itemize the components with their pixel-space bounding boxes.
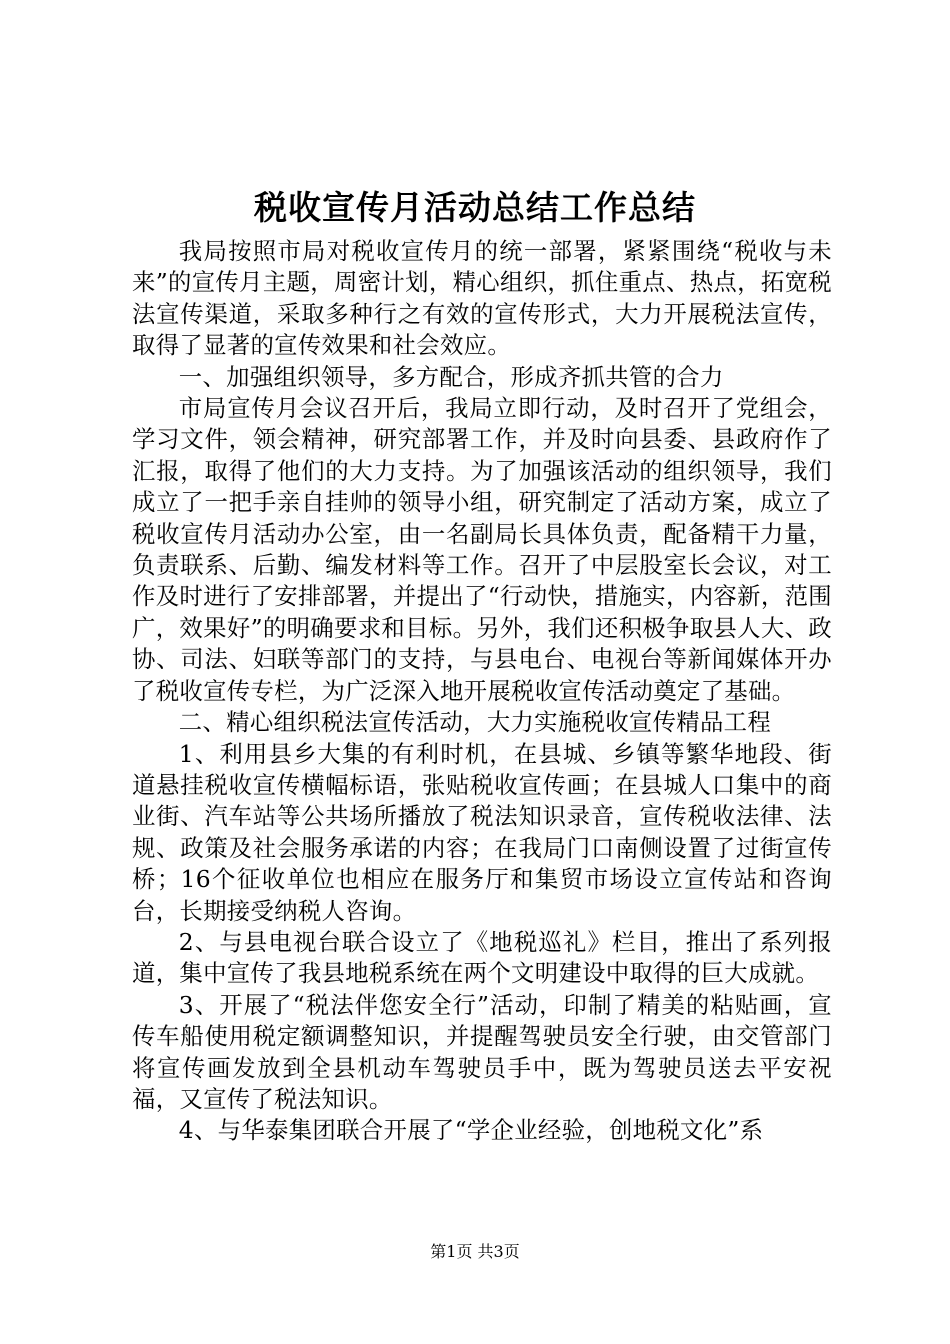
item-3-paragraph: 3、开展了“税法伴您安全行”活动，印制了精美的粘贴画，宣传车船使用税定额调整知识，并提醒驾驶员安全行驶，由交管部门将宣传画发放到全县机动车驾驶员手中，既为驾驶员送去平安祝福，又宣传了税法知识。 — [132, 990, 832, 1113]
item-2-paragraph: 2、与县电视台联合设立了《地税巡礼》栏目，推出了系列报道，集中宣传了我县地税系统在两个文明建设中取得的巨大成就。 — [132, 927, 832, 988]
page-number-footer: 第1页 共3页 — [430, 1242, 520, 1261]
intro-paragraph: 我局按照市局对税收宣传月的统一部署，紧紧围绕“税收与未来”的宣传月主题，周密计划，精心组织，抓住重点、热点，拓宽税法宣传渠道，采取多种行之有效的宣传形式，大力开展税法宣传，取得了显著的宣传效果和社会效应。 — [132, 237, 832, 360]
document-title: 税收宣传月活动总结工作总结 — [254, 188, 696, 227]
document-body — [132, 236, 832, 1147]
item-1-paragraph: 1、利用县乡大集的有利时机，在县城、乡镇等繁华地段、街道悬挂税收宣传横幅标语，张贴税收宣传画；在县城人口集中的商业街、汽车站等公共场所播放了税法知识录音，宣传税收法律、法规、政策及社会服务承诺的内容；在我局门口南侧设置了过街宣传桥；16个征收单位也相应在服务厅和集贸市场设立宣传站和咨询台，长期接受纳税人咨询。 — [132, 739, 832, 925]
section-1-paragraph: 市局宣传月会议召开后，我局立即行动，及时召开了党组会，学习文件，领会精神，研究部署工作，并及时向县委、县政府作了汇报，取得了他们的大力支持。为了加强该活动的组织领导，我们成立了一把手亲自挂帅的领导小组，研究制定了活动方案，成立了税收宣传月活动办公室，由一名副局长具体负责，配备精干力量，负责联系、后勤、编发材料等工作。召开了中层股室长会议，对工作及时进行了安排部署，并提出了“行动快，措施实，内容新，范围广，效果好”的明确要求和目标。另外，我们还积极争取县人大、政协、司法、妇联等部门的支持，与县电台、电视台等新闻媒体开办了税收宣传专栏，为广泛深入地开展税收宣传活动奠定了基础。 — [132, 394, 832, 705]
section-heading-1: 一、加强组织领导，多方配合，形成齐抓共管的合力 — [178, 362, 724, 391]
item-4-paragraph: 4、与华泰集团联合开展了“学企业经验，创地税文化”系 — [178, 1116, 764, 1145]
section-heading-2: 二、精心组织税法宣传活动，大力实施税收宣传精品工程 — [178, 708, 772, 737]
